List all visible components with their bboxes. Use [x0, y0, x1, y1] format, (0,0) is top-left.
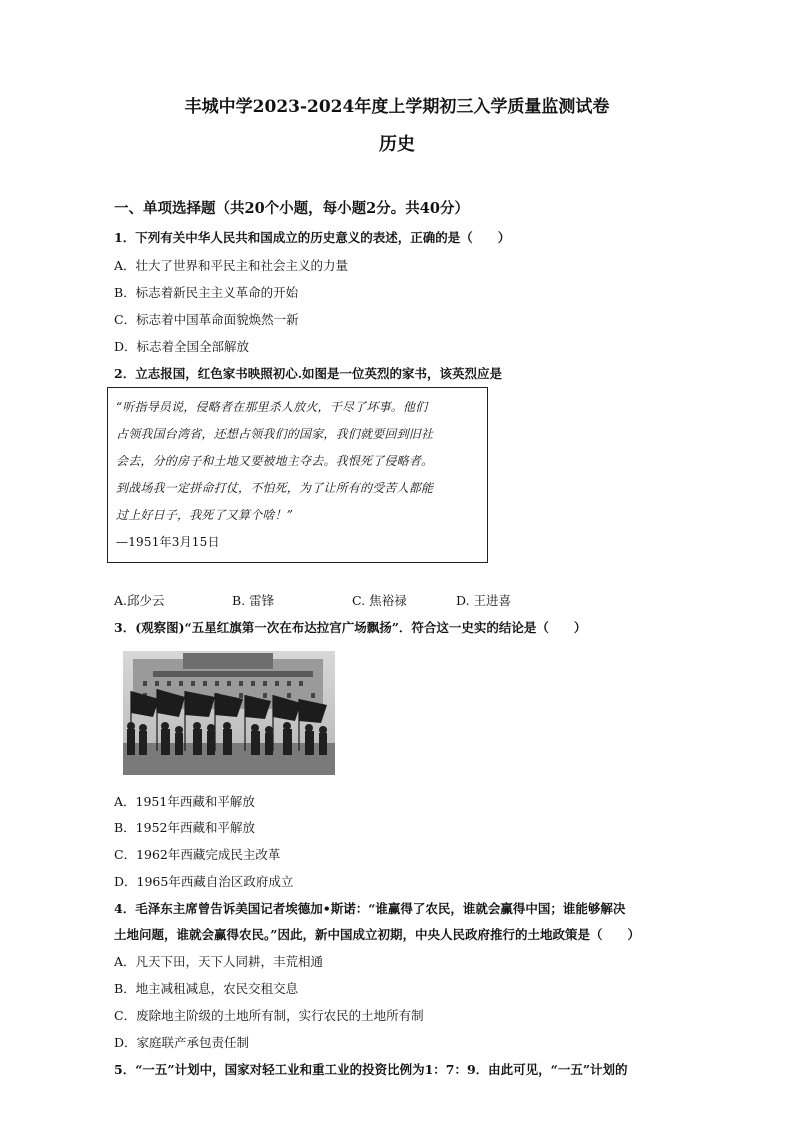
q4-option-d: D．家庭联产承包责任制 — [114, 1035, 250, 1050]
q5-stem: 5．“一五”计划中，国家对轻工业和重工业的投资比例为1：7：9．由此可见，“一五”计划的 — [114, 1062, 628, 1077]
q1-option-b: B．标志着新民主主义革命的开始 — [114, 285, 299, 300]
q1-stem: 1．下列有关中华人民共和国成立的历史意义的表述，正确的是（ ） — [114, 230, 511, 245]
q2-option-d: D. 王进喜 — [456, 593, 512, 608]
q2-stem: 2．立志报国，红色家书映照初心.如图是一位英烈的家书，该英烈应是 — [114, 366, 503, 381]
exam-title: 丰城中学2023-2024年度上学期初三入学质量监测试卷 — [184, 97, 610, 117]
q2-option-a: A.邱少云 — [114, 593, 165, 608]
letter-line: 占领我国台湾省，还想占领我们的国家，我们就要回到旧社 — [116, 427, 434, 441]
letter-box — [107, 387, 488, 563]
q2-option-b: B. 雷锋 — [232, 593, 275, 608]
q3-option-d: D．1965年西藏自治区政府成立 — [114, 874, 294, 889]
q1-option-c: C．标志着中国革命面貌焕然一新 — [114, 312, 299, 327]
potala-palace-photo — [123, 651, 335, 775]
q4-stem-line-2: 土地问题，谁就会赢得农民。”因此，新中国成立初期，中央人民政府推行的土地政策是（ ） — [114, 927, 640, 942]
q4-option-a: A．凡天下田，天下人同耕，丰荒相通 — [114, 954, 324, 969]
letter-line: 会去，分的房子和土地又要被地主夺去。我恨死了侵略者。 — [116, 454, 434, 468]
letter-date: —1951年3月15日 — [116, 535, 220, 549]
q2-option-c: C. 焦裕禄 — [352, 593, 407, 608]
q1-option-d: D．标志着全国全部解放 — [114, 339, 250, 354]
q4-option-b: B．地主减租减息，农民交租交息 — [114, 981, 299, 996]
q3-option-b: B．1952年西藏和平解放 — [114, 820, 255, 835]
letter-line: 过上好日子，我死了又算个啥！” — [116, 508, 294, 522]
letter-line: 到战场我一定拼命打仗，不怕死，为了让所有的受苦人都能 — [116, 481, 434, 495]
q3-stem: 3．(观察图)“五星红旗第一次在布达拉宫广场飘扬”．符合这一史实的结论是（ ） — [114, 620, 587, 635]
q3-option-a: A．1951年西藏和平解放 — [114, 794, 255, 809]
section-heading: 一、单项选择题（共20个小题，每小题2分。共40分） — [114, 200, 469, 217]
q4-option-c: C．废除地主阶级的土地所有制，实行农民的土地所有制 — [114, 1008, 424, 1023]
q1-option-a: A．壮大了世界和平民主和社会主义的力量 — [114, 258, 349, 273]
q4-stem-line-1: 4．毛泽东主席曾告诉美国记者埃德加•斯诺：“谁赢得了农民，谁就会赢得中国；谁能够解决 — [114, 901, 626, 916]
q3-option-c: C．1962年西藏完成民主改革 — [114, 847, 281, 862]
subject-title: 历史 — [379, 134, 415, 155]
letter-line: “听指导员说，侵略者在那里杀人放火，干尽了坏事。他们 — [116, 400, 428, 414]
